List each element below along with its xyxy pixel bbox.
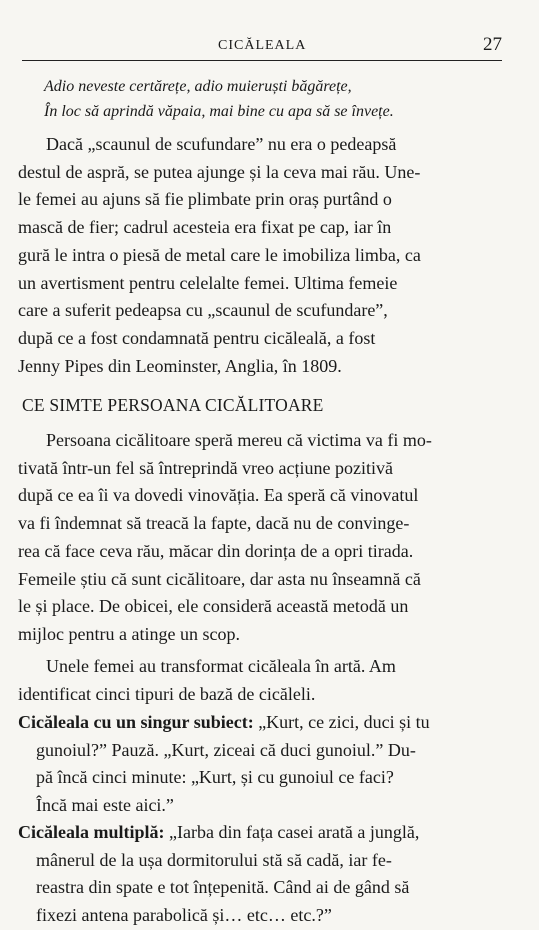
text-line: gură le intra o piesă de metal care le imobiliza limba, ca <box>18 244 421 265</box>
verse-epigraph <box>44 74 394 124</box>
text-line: „Kurt, ce zici, duci și tu <box>253 712 430 732</box>
type-term: Cicăleala cu un singur subiect: <box>18 712 254 732</box>
page-number: 27 <box>483 34 502 55</box>
paragraph-types-intro <box>18 653 516 708</box>
type-single-subject <box>18 709 516 820</box>
text-line: mască de fier; cadrul acesteia era fixat pe cap, iar în <box>18 217 392 238</box>
text-line: „Iarba din fața casei arată a junglă, <box>164 822 420 842</box>
text-line: mânerul de la ușa dormitorului stă să cadă, iar fe- <box>36 849 392 870</box>
text-line: fixezi antena parabolică și… etc… etc.?” <box>36 905 332 926</box>
text-line: tivată într-un fel să întreprindă vreo acțiune pozitivă <box>18 457 393 478</box>
text-line: rea că face ceva rău, măcar din dorința de a opri tirada. <box>18 540 414 561</box>
running-title: CICĂLEALA <box>218 38 307 53</box>
text-line: va fi îndemnat să treacă la fapte, dacă nu de convinge- <box>18 513 410 534</box>
page-header <box>22 36 502 61</box>
text-line: le și place. De obicei, ele consideră această metodă un <box>18 596 409 617</box>
type-term: Cicăleala multiplă: <box>18 822 165 842</box>
section-heading: CE SIMTE PERSOANA CICĂLITOARE <box>22 395 324 415</box>
text-line: gunoiul?” Pauză. „Kurt, ziceai că duci gunoiul.” Du- <box>36 739 416 760</box>
text-line: după ce ea îi va dovedi vinovăția. Ea speră că vinovatul <box>18 485 419 506</box>
text-line: le femei au ajuns să fie plimbate prin oraș purtând o <box>18 189 392 210</box>
text-line: destul de aspră, se putea ajunge și la ceva mai rău. Une- <box>18 161 421 182</box>
text-line: reastra din spate e tot înțepenită. Când ai de gând să <box>36 877 410 898</box>
text-line: identificat cinci tipuri de bază de cicăleli. <box>18 683 316 704</box>
text-line: Persoana cicălitoare speră mereu că victima va fi mo- <box>46 430 432 450</box>
text-line: care a suferit pedeapsa cu „scaunul de scufundare”, <box>18 300 388 321</box>
verse-line: Adio neveste certărețe, adio muieruști băgărețe, <box>44 78 352 95</box>
text-line: Dacă „scaunul de scufundare” nu era o pedeapsă <box>46 134 397 154</box>
text-line: pă încă cinci minute: „Kurt, și cu gunoiul ce faci? <box>36 767 394 788</box>
text-line: Jenny Pipes din Leominster, Anglia, în 1809. <box>18 355 342 376</box>
text-line: mijloc pentru a atinge un scop. <box>18 623 240 644</box>
text-line: Încă mai este aici.” <box>36 795 174 816</box>
text-line: după ce a fost condamnată pentru cicăleală, a fost <box>18 327 376 348</box>
paragraph-motivation <box>18 427 516 649</box>
type-multiple <box>18 819 516 930</box>
text-line: Unele femei au transformat cicăleala în artă. Am <box>46 656 396 676</box>
verse-line: În loc să aprindă văpaia, mai bine cu apa să se învețe. <box>44 103 394 120</box>
text-line: un avertisment pentru celelalte femei. Ultima femeie <box>18 272 398 293</box>
paragraph-punishment <box>18 131 516 380</box>
text-line: Femeile știu că sunt cicălitoare, dar asta nu înseamnă că <box>18 568 421 589</box>
